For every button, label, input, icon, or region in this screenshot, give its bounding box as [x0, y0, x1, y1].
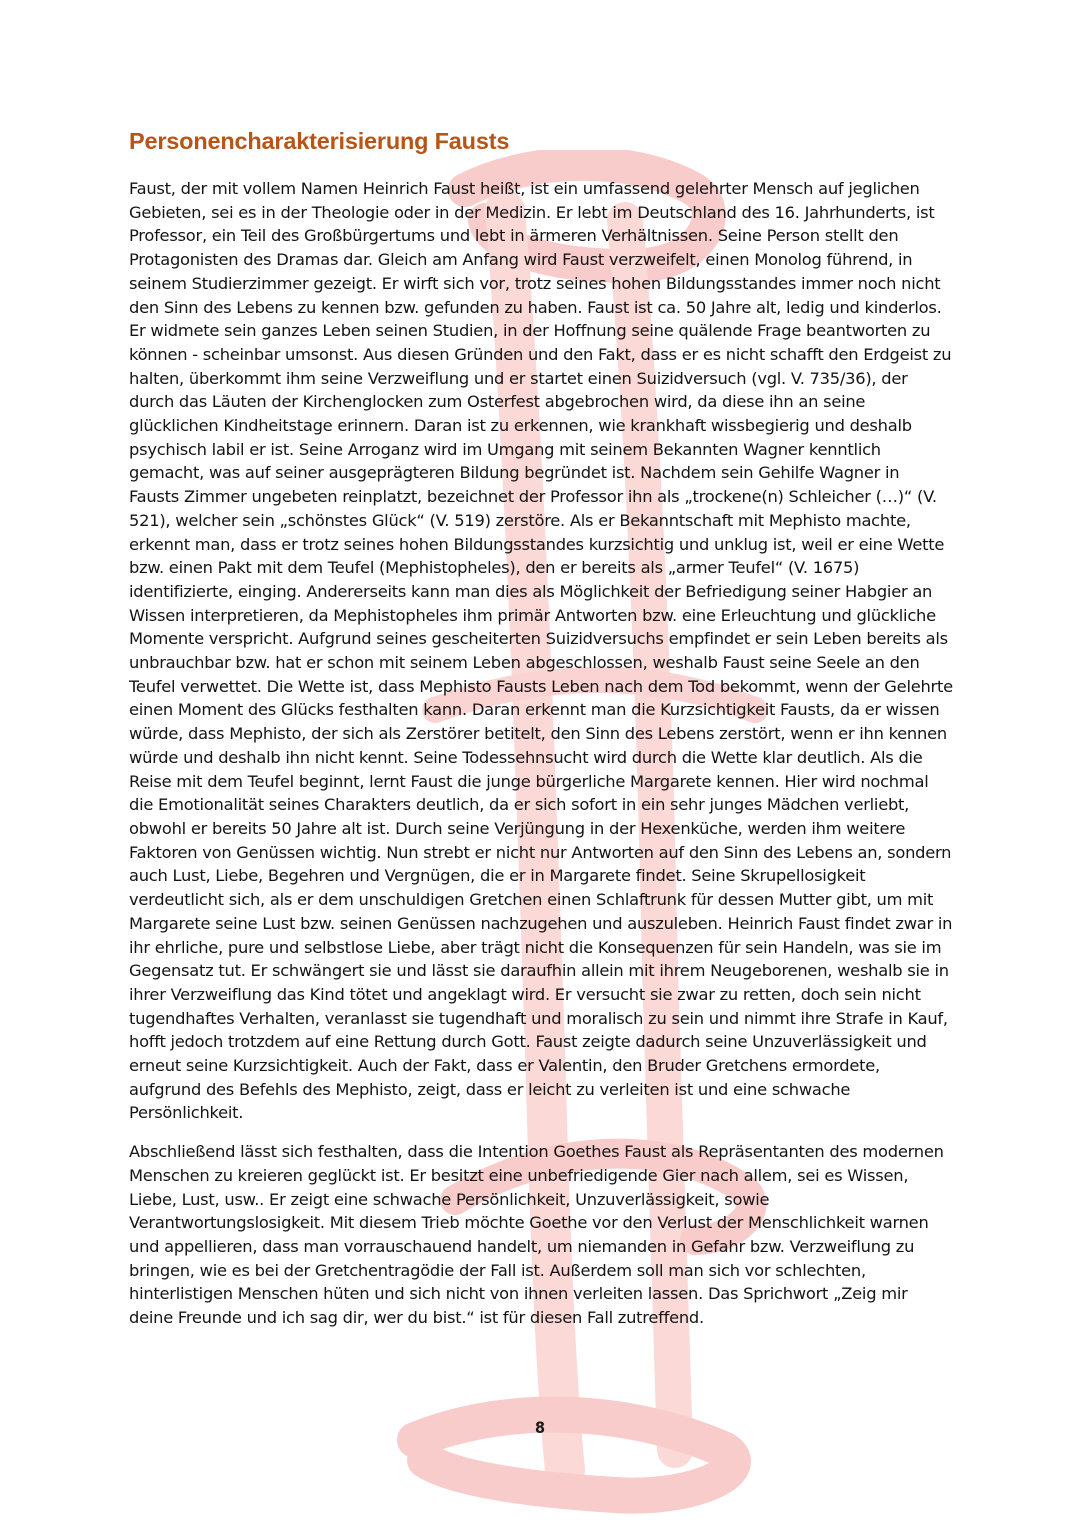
- page-number: 8: [534, 1418, 545, 1437]
- page-title: Personencharakterisierung Fausts: [129, 128, 510, 154]
- paragraph: Faust, der mit vollem Namen Heinrich Faust heißt, ist ein umfassend gelehrter Mensch auf jeglichen Gebieten, sei es in der Theologie oder in der Medizin. Er lebt im Deutschland des 16. Jahrhunderts, ist Professor, ein Teil des Großbürgertums und lebt in ärmeren Verhältnissen. Seine Person stellt den Protagonisten des Dramas dar. Gleich am Anfang wird Faust verzweifelt, einen Monolog führend, in seinem Studierzimmer gezeigt. Er wirft sich vor, trotz seines hohen Bildungsstandes immer noch nicht den Sinn des Lebens zu kennen bzw. gefunden zu haben. Faust ist ca. 50 Jahre alt, ledig und kinderlos. Er widmete sein ganzes Leben seinen Studien, in der Hoffnung seine quälende Frage beantworten zu können - scheinbar umsonst. Aus diesen Gründen und den Fakt, dass er es nicht schafft den Erdgeist zu halten, überkommt ihm seine Verzweiflung und er startet einen Suizidversuch (vgl. V. 735/36), der durch das Läuten der Kirchenglocken zum Osterfest abgebrochen wird, da diese ihn an seine glücklichen Kindheitstage erinnern. Daran ist zu erkennen, wie krankhaft wissbegierig und deshalb psychisch labil er ist. Seine Arroganz wird im Umgang mit seinem Bekannten Wagner kenntlich gemacht, was auf seiner ausgeprägteren Bildung begründet ist. Nachdem sein Gehilfe Wagner in Fausts Zimmer ungebeten reinplatzt, bezeichnet der Professor ihn als „trockene(n) Schleicher (…)“ (V. 521), welcher sein „schönstes Glück“ (V. 519) zerstöre. Als er Bekanntschaft mit Mephisto machte, erkennt man, dass er trotz seines hohen Bildungsstandes kurzsichtig und unklug ist, weil er eine Wette bzw. einen Pakt mit dem Teufel (Mephistopheles), den er bereits als „armer Teufel“ (V. 1675) identifizierte, einging. Andererseits kann man dies als Möglichkeit der Befriedigung seiner Habgier an Wissen interpretieren, da Mephistopheles ihm primär Antworten bzw. eine Erleuchtung und glückliche Momente verspricht. Aufgrund seines gescheiterten Suizidversuchs empfindet er sein Leben bereits als unbrauchbar bzw. hat er schon mit seinem Leben abgeschlossen, weshalb Faust seine Seele an den Teufel verwettet. Die Wette ist, dass Mephisto Fausts Leben nach dem Tod bekommt, wenn der Gelehrte einen Moment des Glücks festhalten kann. Daran erkennt man die Kurzsichtigkeit Fausts, da er wissen würde, dass Mephisto, der sich als Zerstörer betitelt, den Sinn des Lebens zerstört, wenn er ihn kennen würde und deshalb ihn nicht kennt. Seine Todessehnsucht wird durch die Wette klar deutlich. Als die Reise mit dem Teufel beginnt, lernt Faust die junge bürgerliche Margarete kennen. Hier wird nochmal die Emotionalität seines Charakters deutlich, da er sich sofort in ein sehr junges Mädchen verliebt, obwohl er bereits 50 Jahre alt ist. Durch seine Verjüngung in der Hexenküche, werden ihm weitere Faktoren von Genüssen wichtig. Nun strebt er nicht nur Antworten auf den Sinn des Lebens an, sondern auch Lust, Liebe, Begehren und Vergnügen, die er in Margarete findet. Seine Skrupellosigkeit verdeutlicht sich, als er dem unschuldigen Gretchen einen Schlaftrunk für dessen Mutter gibt, um mit Margarete seine Lust bzw. seinen Genüssen nachzugehen und auszuleben. Heinrich Faust findet zwar in ihr ehrliche, pure und selbstlose Liebe, aber trägt nicht die Konsequenzen für sein Handeln, was sie im Gegensatz tut. Er schwängert sie und lässt sie daraufhin allein mit ihrem Neugeborenen, weshalb sie in ihrer Verzweiflung das Kind tötet und angeklagt wird. Er versucht sie zwar zu retten, doch sein nicht tugendhaftes Verhalten, veranlasst sie tugendhaft und moralisch zu sein und nimmt ihre Strafe in Kauf, hofft jedoch trotzdem auf eine Rettung durch Gott. Faust zeigte dadurch seine Unzuverlässigkeit und erneut seine Kurzsichtigkeit. Auch der Fakt, dass er Valentin, den Bruder Gretchens ermordete, aufgrund des Befehls des Mephisto, zeigt, dass er leicht zu verleiten ist und eine schwache Persönlichkeit.: [129, 179, 953, 1123]
- paragraph: Abschließend lässt sich festhalten, dass die Intention Goethes Faust als Repräsentanten des modernen Menschen zu kreieren geglückt ist. Er besitzt eine unbefriedigende Gier nach allem, sei es Wissen, Liebe, Lust, usw.. Er zeigt eine schwache Persönlichkeit, Unzuverlässigkeit, sowie Verantwortungslosigkeit. Mit diesem Trieb möchte Goethe vor den Verlust der Menschlichkeit warnen und appellieren, dass man vorrauschauend handelt, um niemanden in Gefahr bzw. Verzweiflung zu bringen, wie es bei der Gretchentragödie der Fall ist. Außerdem soll man sich vor schlechten, hinterlistigen Menschen hüten und sich nicht von ihnen verleiten lassen. Das Sprichwort „Zeig mir deine Freunde und ich sag dir, wer du bist.“ ist für diesen Fall zutreffend.: [129, 1142, 944, 1328]
- document-body: [129, 128, 954, 1330]
